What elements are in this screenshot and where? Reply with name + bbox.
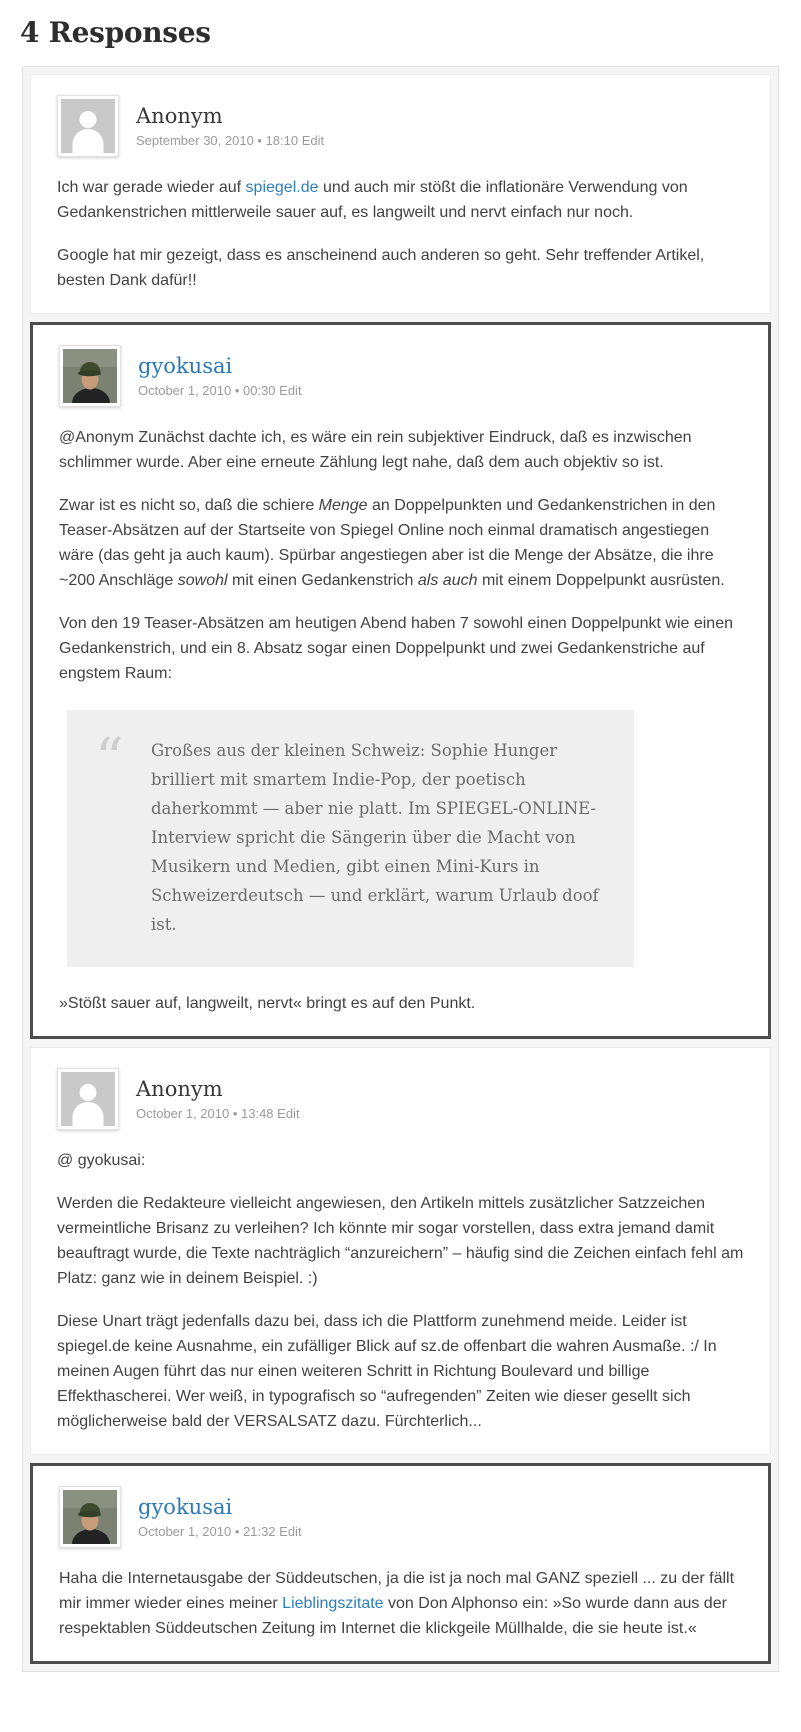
comment-datetime: October 1, 2010 • 21:32	[138, 1524, 280, 1540]
comment-paragraph: Ich war gerade wieder auf spiegel.de und auch mir stößt die inflationäre Verwendung von Gedankenstrichen mittlerweile sauer auf, es langweilt und nervt einfach nur noch.	[57, 179, 688, 221]
comment-identity	[136, 1077, 300, 1121]
comment-header	[59, 1486, 742, 1548]
avatar	[57, 1068, 119, 1130]
comment-meta	[136, 133, 324, 148]
comment-datetime: September 30, 2010 • 18:10	[136, 133, 302, 149]
comments-list	[22, 66, 779, 1672]
comment-meta	[138, 383, 302, 398]
comment-body	[57, 1148, 744, 1434]
comment-paragraph: Google hat mir gezeigt, dass es anscheinend auch anderen so geht. Sehr treffender Artikel, besten Dank dafür!!	[57, 247, 705, 289]
comment-paragraph: Diese Unart trägt jedenfalls dazu bei, dass ich die Plattform zunehmend meide. Leider ist spiegel.de keine Ausnahme, ein zufälliger Blick auf sz.de offenbart die wahren Ausmaße. :/ In meinen Augen führt das nur einen weiteren Schritt in Richtung Boulevard und billige Effekthascherei. Wer weiß, in typografisch so “aufregenden” Zeiten wie dieser gesellt sich möglicherweise bald der VERSALSATZ dazu. Fürchterlich...	[57, 1313, 717, 1430]
comment-identity	[138, 354, 302, 398]
comment-author-name: Anonym	[136, 1076, 223, 1101]
comment-author-reply	[30, 1463, 771, 1664]
comment-edit-link[interactable]: Edit	[279, 383, 302, 399]
comment-datetime: October 1, 2010 • 13:48	[136, 1106, 278, 1122]
comment-paragraph: @Anonym Zunächst dachte ich, es wäre ein rein subjektiver Eindruck, daß es inzwischen schlimmer wurde. Aber eine erneute Zählung legt nahe, daß dem auch objektiv so ist.	[59, 429, 692, 471]
comment-paragraph: Von den 19 Teaser-Absätzen am heutigen Abend haben 7 sowohl einen Doppelpunkt wie einen Gedankenstrich, und ein 8. Absatz sogar einen Doppelpunkt und zwei Gedankenstriche auf engstem Raum:	[59, 615, 733, 682]
comment-body	[59, 425, 742, 1016]
quoted-teaser	[67, 710, 634, 967]
comment-edit-link[interactable]: Edit	[277, 1106, 300, 1122]
emphasized-text: sowohl	[177, 572, 228, 589]
comment	[30, 1047, 771, 1455]
comment-header	[57, 1068, 744, 1130]
comment-author-name[interactable]: gyokusai	[138, 353, 233, 378]
quoted-teaser-text: Großes aus der kleinen Schweiz: Sophie Hunger brilliert mit smartem Indie-Pop, der poetisch daherkommt — aber nie platt. Im SPIEGEL-ONLINE-Interview spricht die Sängerin über die Macht von Musikern und Medien, gibt einen Mini-Kurs in Schweizerdeutsch — und erklärt, warum Urlaub doof ist.	[151, 741, 599, 934]
comment-paragraph: Haha die Internetausgabe der Süddeutschen, ja die ist ja noch mal GANZ speziell ... zu der fällt mir immer wieder eines meiner Lieblingszitate von Don Alphonso ein: »So wurde dann aus der respektablen Süddeutschen Zeitung im Internet die klickgeile Müllhalde, die sie heute ist.«	[59, 1570, 735, 1637]
comment-body	[59, 1566, 742, 1641]
page-title: 4 Responses	[20, 16, 211, 49]
emphasized-text: Menge	[318, 497, 368, 514]
comment-edit-link[interactable]: Edit	[301, 133, 325, 149]
avatar	[59, 345, 121, 407]
avatar	[59, 1486, 121, 1548]
comment-header	[59, 345, 742, 407]
comment-paragraph: Werden die Redakteure vielleicht angewiesen, den Artikeln mittels zusätzlicher Satzzeichen vermeintliche Brisanz zu verleihen? Ich könnte mir sogar vorstellen, dass extra jemand damit beauftragt wurde, die Texte nachträglich “anzureichern” – häufig sind die Zeichen einfach fehl am Platz: ganz wie in deinem Beispiel. :)	[57, 1195, 744, 1287]
comment-identity	[136, 104, 324, 148]
comment-meta	[136, 1106, 300, 1121]
comment-edit-link[interactable]: Edit	[279, 1524, 302, 1540]
comment	[30, 74, 771, 314]
inline-link[interactable]: spiegel.de	[245, 179, 319, 196]
comment-identity	[138, 1495, 302, 1539]
comment-paragraph: Zwar ist es nicht so, daß die schiere Menge an Doppelpunkten und Gedankenstrichen in den Teaser-Absätzen auf der Startseite von Spiegel Online noch einmal dramatisch angestiegen wäre (das geht ja auch kaum). Spürbar angestiegen aber ist die Menge der Absätze, die ihre ~200 Anschläge sowohl mit einen Gedankenstrich als auch mit einem Doppelpunkt ausrüsten.	[59, 497, 725, 589]
avatar	[57, 95, 119, 157]
inline-link[interactable]: Lieblingszitate	[282, 1595, 384, 1612]
comment-datetime: October 1, 2010 • 00:30	[138, 383, 280, 399]
quote-icon: “	[95, 727, 124, 792]
comment-author-reply	[30, 322, 771, 1039]
comment-header	[57, 95, 744, 157]
comment-paragraph: @ gyokusai:	[57, 1152, 146, 1169]
comment-paragraph: »Stößt sauer auf, langweilt, nervt« bringt es auf den Punkt.	[59, 995, 476, 1012]
comment-meta	[138, 1524, 302, 1539]
comment-author-name: Anonym	[136, 103, 223, 128]
emphasized-text: als auch	[417, 572, 478, 589]
comment-body	[57, 175, 744, 293]
comment-author-name[interactable]: gyokusai	[138, 1494, 233, 1519]
